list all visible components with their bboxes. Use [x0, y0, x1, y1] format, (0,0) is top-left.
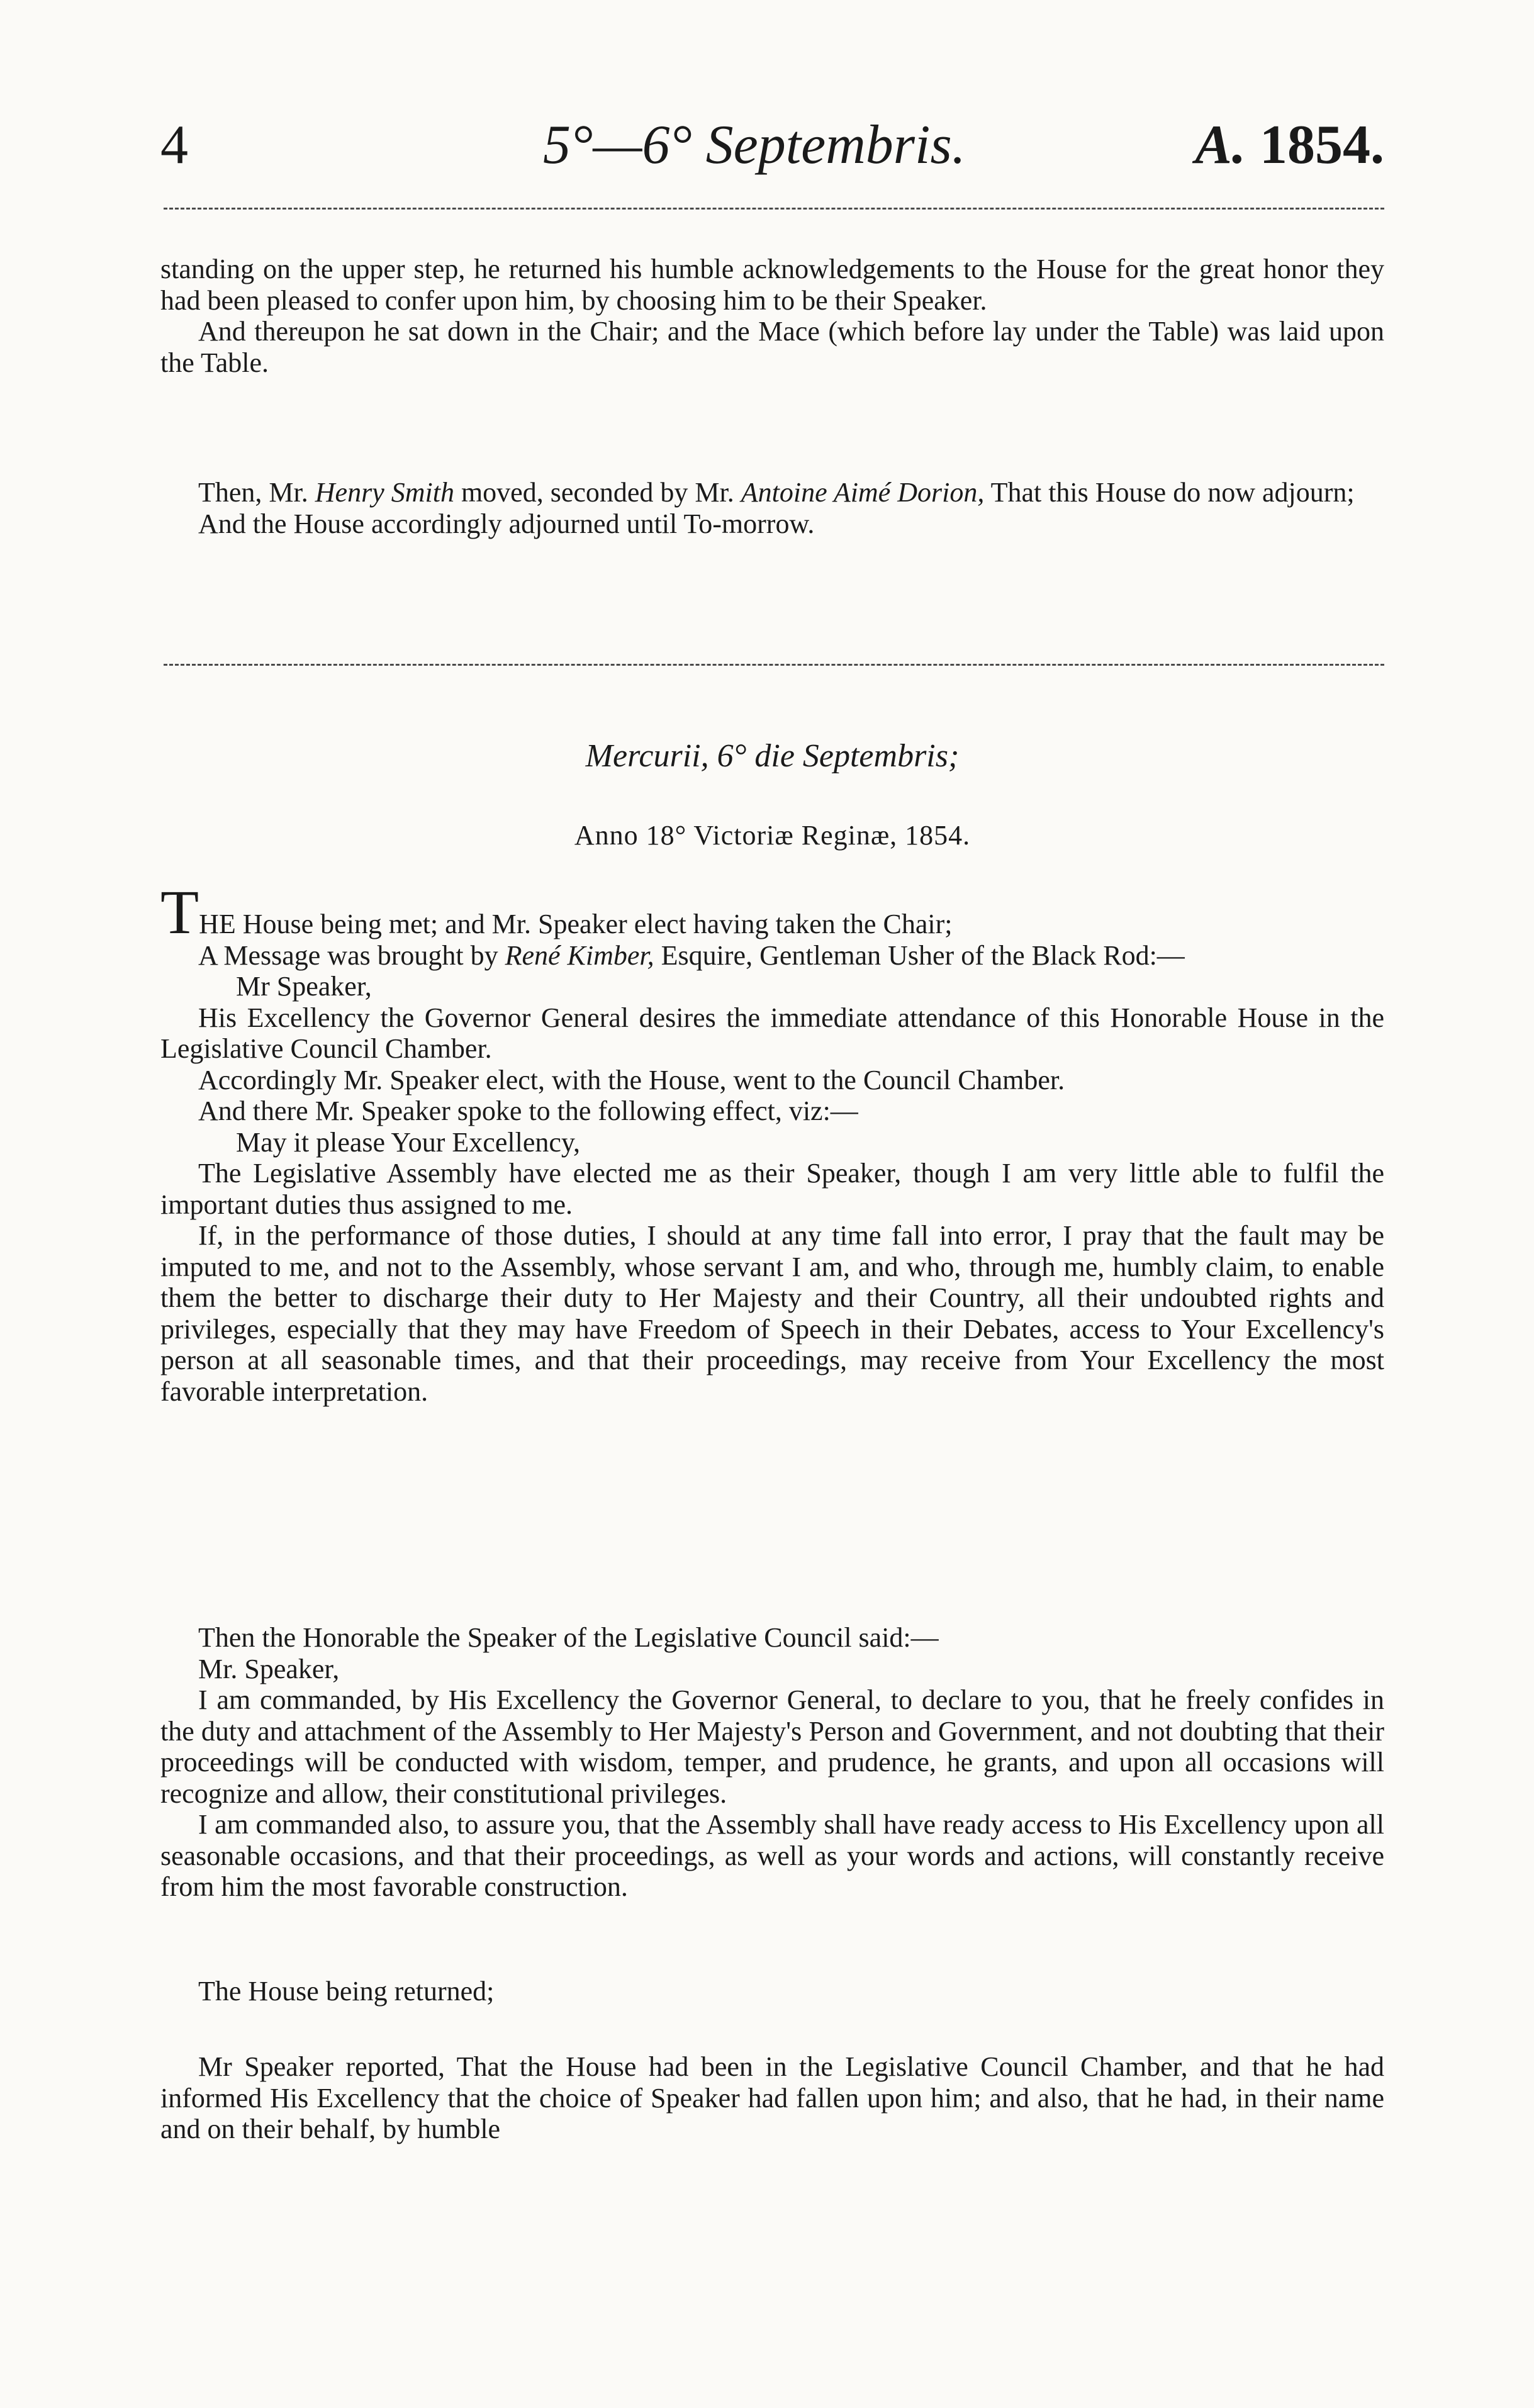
- paragraph: Then the Honorable the Speaker of the Legislative Council said:—: [198, 1622, 939, 1653]
- paragraph: [160, 940, 1384, 972]
- section-council-reply: [160, 1622, 1384, 1903]
- section-adjournment: [160, 477, 1384, 539]
- paragraph: And thereupon he sat down in the Chair; and the Mace (which before lay under the Table) was laid upon the Table.: [160, 316, 1384, 378]
- paragraph: And there Mr. Speaker spoke to the following effect, viz:—: [198, 1095, 858, 1126]
- text-run: Esquire, Gentleman Usher of the Black Rod:—: [654, 939, 1185, 971]
- header-year: [1195, 113, 1384, 177]
- section-house-returned: [160, 1976, 1384, 2007]
- text-run: That this House do now adjourn;: [984, 477, 1355, 508]
- paragraph: standing on the upper step, he returned his humble acknowledgements to the House for the great honor they had been pleased to confer upon him, by choosing him to be their Speaker.: [160, 254, 1384, 316]
- page-header: [160, 113, 1384, 182]
- section-speaker-acknowledgement: [160, 254, 1384, 378]
- header-rule: [164, 208, 1384, 210]
- member-name: Antoine Aimé Dorion,: [741, 477, 985, 508]
- text-run: HE House being met; and Mr. Speaker elect having taken the Chair;: [199, 909, 953, 939]
- paragraph: I am commanded, by His Excellency the Governor General, to declare to you, that he freely confides in the duty and attachment of the Assembly to Her Majesty's Person and Government, and not doubting that their proceedings will be conducted with wisdom, temper, and prudence, he grants, and upon all occasions will recognize and allow, their constitutional privileges.: [160, 1684, 1384, 1809]
- salutation: Mr Speaker,: [236, 971, 372, 1002]
- paragraph: And the House accordingly adjourned until To-morrow.: [198, 508, 815, 539]
- section-rule: [164, 664, 1384, 666]
- drop-cap: T: [160, 877, 199, 947]
- text-run: moved, seconded by Mr.: [454, 477, 741, 508]
- day-heading-date: Mercurii, 6° die Septembris;: [585, 738, 960, 774]
- usher-name: René Kimber,: [505, 939, 654, 971]
- paragraph: I am commanded also, to assure you, that the Assembly shall have ready access to His Excellency upon all seasonable occasions, and that their proceedings, as well as your words and actions, will constantly receive from him the most favorable construction.: [160, 1809, 1384, 1902]
- page-number: 4: [160, 115, 188, 176]
- paragraph: Mr Speaker reported, That the House had been in the Legislative Council Chamber, and that he had informed His Excellency that the choice of Speaker had fallen upon him; and also, that he had, in their name and on their behalf, by humble: [160, 2051, 1384, 2144]
- header-date: 5°—6° Septembris.: [543, 115, 966, 176]
- header-year-prefix: A.: [1195, 115, 1246, 176]
- paragraph: His Excellency the Governor General desires the immediate attendance of this Honorable House in the Legislative Council Chamber.: [160, 1002, 1384, 1064]
- paragraph: If, in the performance of those duties, I should at any time fall into error, I pray that the fault may be imputed to me, and not to the Assembly, whose servant I am, and who, through me, humbly claim, to enable them the better to discharge their duty to Her Majesty and their Country, all their undoubted rights and privileges, especially that they may have Freedom of Speech in their Debates, access to Your Excellency's person at all seasonable times, and that their proceedings, may receive from Your Excellency the most favorable interpretation.: [160, 1220, 1384, 1407]
- paragraph: The House being returned;: [198, 1976, 495, 2007]
- paragraph: [160, 877, 1384, 947]
- member-name: Henry Smith: [315, 477, 454, 508]
- salutation: Mr. Speaker,: [198, 1653, 340, 1684]
- paragraph: [160, 477, 1384, 508]
- paragraph: Accordingly Mr. Speaker elect, with the House, went to the Council Chamber.: [198, 1064, 1065, 1095]
- header-year-value: 1854.: [1260, 115, 1384, 176]
- section-speaker-report: [160, 2051, 1384, 2145]
- text-run: A Message was brought by: [198, 939, 505, 971]
- paragraph: The Legislative Assembly have elected me as their Speaker, though I am very little able to fulfil the important duties thus assigned to me.: [160, 1158, 1384, 1220]
- section-message-and-address: [160, 877, 1384, 1407]
- salutation: May it please Your Excellency,: [236, 1126, 581, 1158]
- text-run: Then, Mr.: [198, 477, 315, 508]
- day-heading-anno: Anno 18° Victoriæ Reginæ, 1854.: [574, 820, 971, 851]
